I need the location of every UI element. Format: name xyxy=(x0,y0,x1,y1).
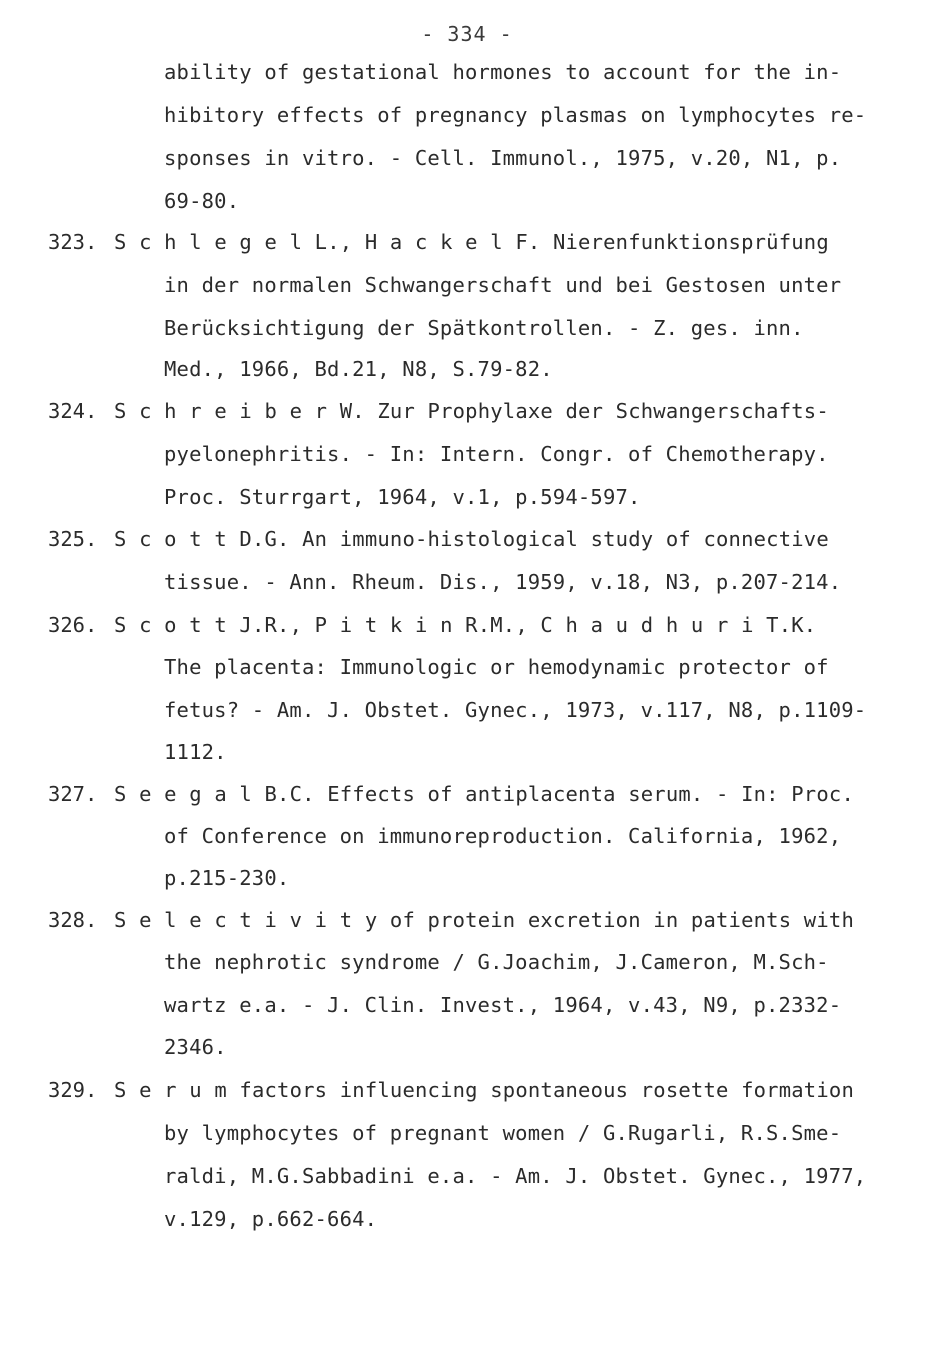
reference-line: S c h l e g e l L., H a c k e l F. Nierenfunktionsprüfung xyxy=(114,230,829,254)
reference-line: S c h r e i b e r W. Zur Prophylaxe der Schwangerschafts- xyxy=(114,399,829,423)
reference-number: 327. xyxy=(48,782,98,806)
reference-line: p.215-230. xyxy=(164,866,290,890)
reference-line: of Conference on immunoreproduction. California, 1962, xyxy=(164,824,842,848)
reference-line: in der normalen Schwangerschaft und bei Gestosen unter xyxy=(164,273,842,297)
intro-line: ability of gestational hormones to account for the in- xyxy=(164,60,842,84)
reference-number: 329. xyxy=(48,1078,98,1102)
reference-line: S e e g a l B.C. Effects of antiplacenta serum. - In: Proc. xyxy=(114,782,854,806)
reference-line: wartz e.a. - J. Clin. Invest., 1964, v.43, N9, p.2332- xyxy=(164,993,842,1017)
reference-line: 1112. xyxy=(164,740,227,764)
intro-line: hibitory effects of pregnancy plasmas on lymphocytes re- xyxy=(164,103,867,127)
intro-line: 69-80. xyxy=(164,189,240,213)
reference-line: v.129, p.662-664. xyxy=(164,1207,378,1231)
reference-number: 328. xyxy=(48,908,98,932)
reference-number: 323. xyxy=(48,230,98,254)
reference-line: Berücksichtigung der Spätkontrollen. - Z. ges. inn. xyxy=(164,316,804,340)
reference-line: 2346. xyxy=(164,1035,227,1059)
reference-line: The placenta: Immunologic or hemodynamic protector of xyxy=(164,655,829,679)
reference-number: 325. xyxy=(48,527,98,551)
reference-line: tissue. - Ann. Rheum. Dis., 1959, v.18, N3, p.207-214. xyxy=(164,570,842,594)
reference-line: by lymphocytes of pregnant women / G.Rugarli, R.S.Sme- xyxy=(164,1121,842,1145)
reference-line: raldi, M.G.Sabbadini e.a. - Am. J. Obstet. Gynec., 1977, xyxy=(164,1164,867,1188)
reference-line: S c o t t J.R., P i t k i n R.M., C h a u d h u r i T.K. xyxy=(114,613,817,637)
page-number: - 334 - xyxy=(421,22,513,46)
reference-line: fetus? - Am. J. Obstet. Gynec., 1973, v.117, N8, p.1109- xyxy=(164,698,867,722)
reference-line: pyelonephritis. - In: Intern. Congr. of Chemotherapy. xyxy=(164,442,829,466)
reference-line: S e r u m factors influencing spontaneous rosette formation xyxy=(114,1078,854,1102)
reference-line: Med., 1966, Bd.21, N8, S.79-82. xyxy=(164,357,553,381)
reference-number: 326. xyxy=(48,613,98,637)
reference-line: the nephrotic syndrome / G.Joachim, J.Cameron, M.Sch- xyxy=(164,950,829,974)
reference-line: S e l e c t i v i t y of protein excretion in patients with xyxy=(114,908,854,932)
intro-line: sponses in vitro. - Cell. Immunol., 1975, v.20, N1, p. xyxy=(164,146,842,170)
reference-line: S c o t t D.G. An immuno-histological study of connective xyxy=(114,527,829,551)
reference-line: Proc. Sturrgart, 1964, v.1, p.594-597. xyxy=(164,485,641,509)
reference-number: 324. xyxy=(48,399,98,423)
